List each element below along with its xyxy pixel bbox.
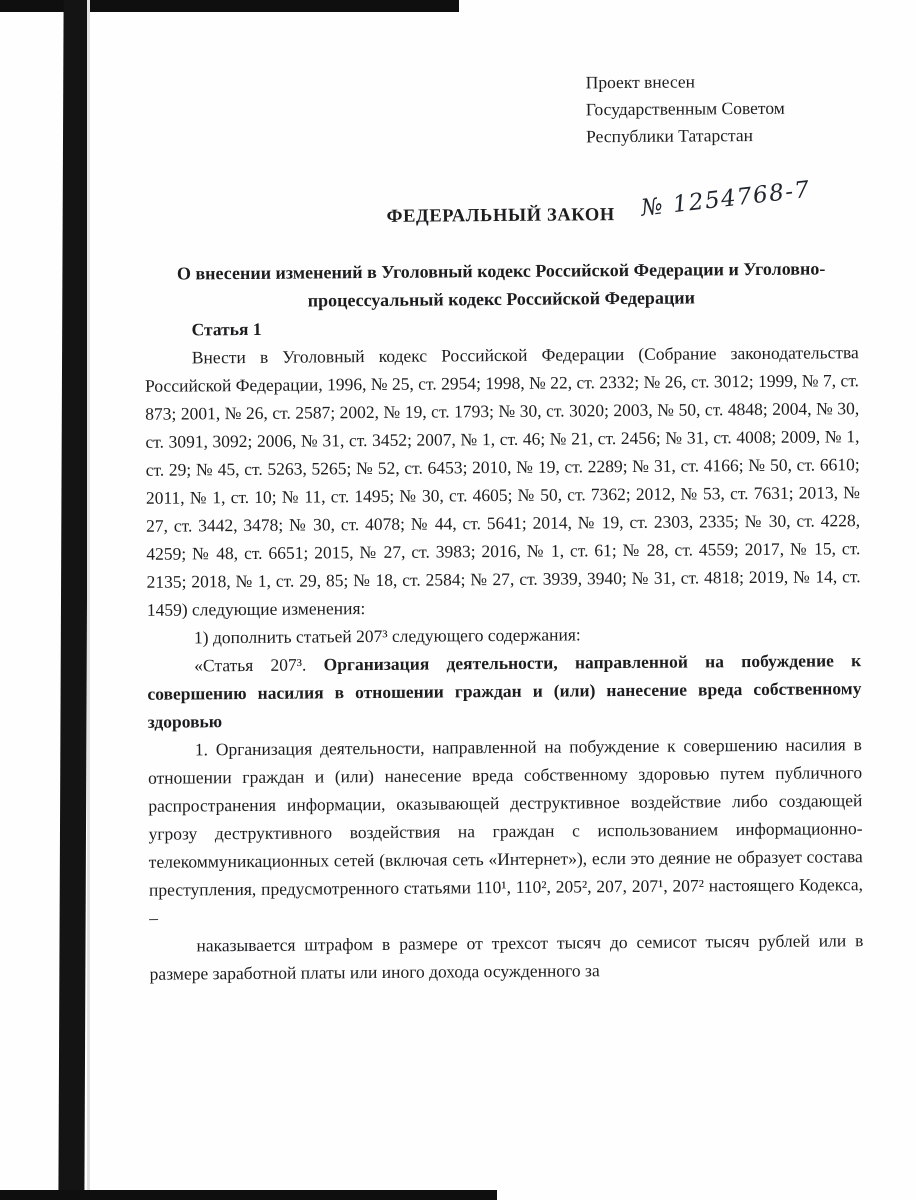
- article-207-lead: «Статья 207³.: [194, 654, 307, 676]
- scan-edge-bottom: [0, 1190, 497, 1200]
- document-kind-row: [144, 176, 858, 233]
- sanction-paragraph: наказывается штрафом в размере от трехсот тысяч до семисот тысяч рублей или в размере заработной платы или иного дохода осужденного за: [149, 930, 864, 984]
- article-1-heading: Статья 1: [191, 318, 262, 340]
- submitted-by-block: [586, 67, 858, 150]
- scan-edge-left: [58, 0, 89, 1200]
- handwritten-number: № 1254768-7: [639, 176, 812, 222]
- part-1-paragraph: 1. Организация деятельности, направленной на побуждение к совершению насилия в отношении граждан и (или) нанесение вреда собственному здоровью путем публичного распространения информации, оказывающей деструктивное воздействие либо создающей угрозу деструктивного воздействия на граждан с использованием информационно-телекоммуникационных сетей (включая сеть «Интернет»), если это деяние не образует состава преступления, предусмотренного статьями 110¹, 110², 205², 207, 207¹, 207² настоящего Кодекса, –: [148, 734, 864, 928]
- document-title: О внесении изменений в Уголовный кодекс Российской Федерации и Уголовно-процессуальный кодекс Российской Федерации: [176, 258, 826, 311]
- submitted-line-1: Проект внесен: [585, 71, 696, 93]
- article-207-title: Организация деятельности, направленной на побуждение к совершению насилия в отношении граждан и (или) нанесение вреда собственному здоровью: [147, 650, 862, 732]
- scan-edge-left-shadow: [87, 0, 90, 1200]
- article-207-heading: [147, 646, 862, 736]
- document-page: [142, 0, 864, 988]
- submitted-line-2: Государственным Советом: [585, 97, 785, 120]
- document-kind: ФЕДЕРАЛЬНЫЙ ЗАКОН: [386, 205, 615, 227]
- intro-paragraph: Внести в Уголовный кодекс Российской Федерации (Собрание законодательства Российской Федерации, 1996, № 25, ст. 2954; 1998, № 22, ст. 2332; № 26, ст. 3012; 1999, № 7, ст. 873; 2001, № 26, ст. 2587; 2002, № 19, ст. 1793; № 30, ст. 3020; 2003, № 50, ст. 4848; 2004, № 30, ст. 3091, 3092; 2006, № 31, ст. 3452; 2007, № 1, ст. 46; № 21, ст. 2456; № 31, ст. 4008; 2009, № 1, ст. 29; № 45, ст. 5263, 5265; № 52, ст. 6453; 2010, № 19, ст. 2289; № 31, ст. 4166; № 50, ст. 6610; 2011, № 1, ст. 10; № 11, ст. 1495; № 30, ст. 4605; № 50, ст. 7362; 2012, № 53, ст. 7631; 2013, № 27, ст. 3442, 3478; № 30, ст. 4078; № 44, ст. 5641; 2014, № 19, ст. 2303, 2335; № 30, ст. 4228, 4259; № 48, ст. 6651; 2015, № 27, ст. 3983; 2016, № 1, ст. 61; № 28, ст. 4559; 2017, № 15, ст. 2135; 2018, № 1, ст. 29, 85; № 18, ст. 2584; № 27, ст. 3939, 3940; № 31, ст. 4818; 2019, № 14, ст. 1459) следующие изменения:: [144, 342, 861, 620]
- point-1-paragraph: 1) дополнить статьей 207³ следующего содержания:: [193, 624, 581, 648]
- submitted-line-3: Республики Татарстан: [585, 125, 754, 147]
